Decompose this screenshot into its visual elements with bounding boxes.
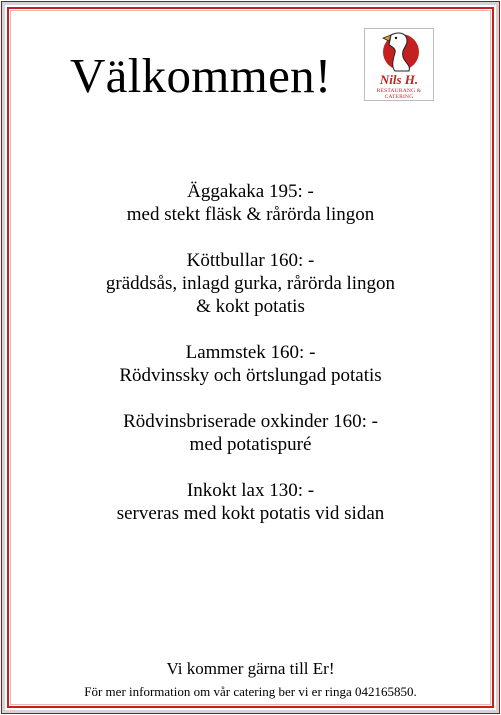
menu-list bbox=[0, 180, 501, 548]
contact-info: För mer information om vår catering ber vi er ringa 042165850. bbox=[84, 684, 417, 699]
menu-item-heading: Äggakaka 195: - bbox=[187, 181, 314, 202]
menu-item-description: med stekt fläsk & rårörda lingon bbox=[126, 204, 375, 225]
logo-subtitle: RESTAURANG & CATERING bbox=[376, 88, 422, 100]
logo-name: Nils H. bbox=[379, 72, 419, 87]
menu-item bbox=[0, 249, 501, 318]
menu-item-heading: Lammstek 160: - bbox=[185, 342, 316, 363]
menu-item bbox=[0, 341, 501, 387]
menu-item bbox=[0, 410, 501, 456]
menu-item-description: serveras med kokt potatis vid sidan bbox=[116, 503, 385, 524]
menu-item-description: Rödvinssky och örtslungad potatis bbox=[119, 365, 382, 386]
menu-item-heading: Köttbullar 160: - bbox=[186, 250, 315, 271]
menu-item-description: gräddsås, inlagd gurka, rårörda lingon bbox=[105, 273, 396, 294]
menu-item bbox=[0, 180, 501, 226]
menu-item bbox=[0, 479, 501, 525]
restaurant-logo bbox=[364, 28, 434, 101]
page-title: Välkommen! bbox=[70, 48, 332, 103]
closing-text: Vi kommer gärna till Er! bbox=[166, 659, 335, 678]
menu-item-heading: Inkokt lax 130: - bbox=[186, 480, 315, 501]
goose-logo-icon bbox=[365, 29, 433, 73]
menu-item-heading: Rödvinsbriserade oxkinder 160: - bbox=[123, 411, 378, 432]
menu-item-description: & kokt potatis bbox=[196, 296, 305, 317]
menu-item-description: med potatispuré bbox=[189, 434, 312, 455]
